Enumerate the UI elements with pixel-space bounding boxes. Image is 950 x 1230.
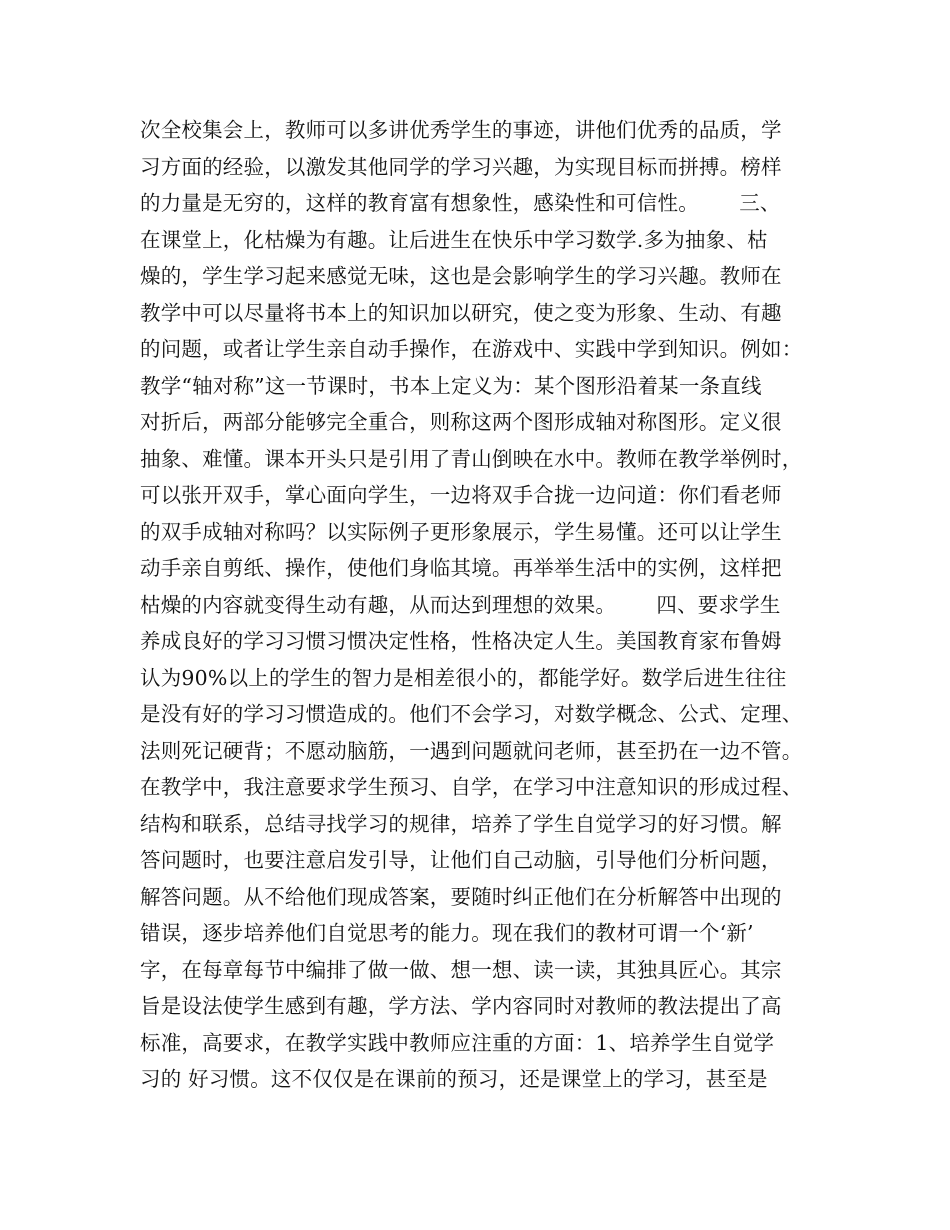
text-line: 的问题，或者让学生亲自动手操作，在游戏中、实践中学到知识。例如： [140,337,803,361]
text-line: 旨是设法使学生感到有趣，学方法、学内容同时对教师的教法提出了高 [140,994,782,1018]
text-line: 抽象、难懂。课本开头只是引用了青山倒映在水中。教师在教学举例时， [140,446,803,471]
text-line: 养成良好的学习习惯习惯决定性格，性格决定人生。美国教育家布鲁姆 [140,629,782,653]
text-line: 教学“轴对称”这一节课时，书本上定义为：某个图形沿着某一条直线 [140,373,762,398]
text-line: 对折后，两部分能够完全重合，则称这两个图形成轴对称图形。定义很 [140,410,782,434]
text-line: 标准，高要求，在教学实践中教师应注重的方面：1、培养学生自觉学 [140,1030,775,1055]
text-line: 的双手成轴对称吗？以实际例子更形象展示，学生易懂。还可以让学生 [140,519,782,544]
text-line: 动手亲自剪纸、操作，使他们身临其境。再举举生活中的实例，这样把 [140,556,782,580]
text-line: 教学中可以尽量将书本上的知识加以研究，使之变为形象、生动、有趣 [140,300,782,325]
text-line: 错误，逐步培养他们自觉思考的能力。现在我们的教材可谓一个‘新’ [140,921,754,945]
text-line: 习方面的经验，以激发其他同学的学习兴趣，为实现目标而拼搏。榜样 [140,154,782,179]
text-line: 答问题时，也要注意启发引导，让他们自己动脑，引导他们分析问题， [140,848,782,872]
text-line: 次全校集会上，教师可以多讲优秀学生的事迹，讲他们优秀的品质，学 [140,118,782,142]
text-line: 燥的，学生学习起来感觉无味，这也是会影响学生的学习兴趣。教师在 [140,264,782,288]
text-line: 字，在每章每节中编排了做一做、想一想、读一读，其独具匠心。其宗 [140,957,782,982]
text-line: 在课堂上，化枯燥为有趣。让后进生在快乐中学习数学.多为抽象、枯 [140,227,768,252]
text-line: 结构和联系，总结寻找学习的规律，培养了学生自觉学习的好习惯。解 [140,811,782,836]
text-line: 的力量是无穷的，这样的教育富有想象性，感染性和可信性。 三、 [140,191,781,215]
body-text [140,112,830,1098]
text-line: 在教学中，我注意要求学生预习、自学，在学习中注意知识的形成过程、 [140,775,803,799]
text-line: 解答问题。从不给他们现成答案，要随时纠正他们在分析解答中出现的 [140,884,782,909]
text-line: 认为90%以上的学生的智力是相差很小的，都能学好。数学后进生往往 [140,665,787,690]
text-line: 可以张开双手，掌心面向学生，一边将双手合拢一边问道：你们看老师 [140,483,782,507]
text-line: 是没有好的学习习惯造成的。他们不会学习，对数学概念、公式、定理、 [140,702,803,726]
text-line: 习的 好习惯。这不仅仅是在课前的预习，还是课堂上的学习，甚至是 [140,1067,768,1091]
text-line: 法则死记硬背；不愿动脑筋，一遇到问题就问老师，甚至扔在一边不管。 [140,738,803,763]
text-line: 枯燥的内容就变得生动有趣，从而达到理想的效果。 四、要求学生 [140,592,781,617]
